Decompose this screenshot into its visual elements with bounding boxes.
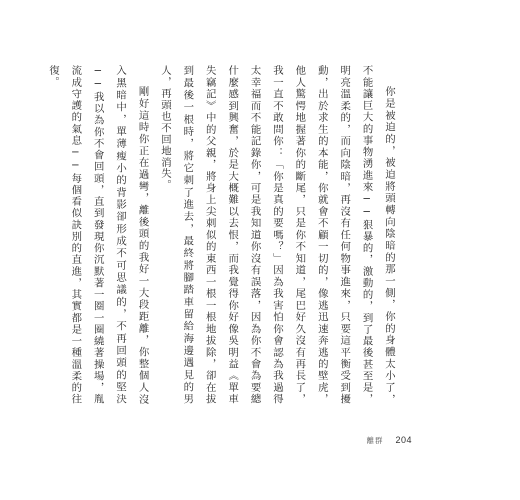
vertical-text-body (46, 65, 400, 405)
paragraph-1: 你是被迫的，被迫將頭轉向陰暗的那一側，你的身體太小了，不能讓巨大的事物湧進來──狠暴的，激動的，到了最後甚至是，明亮溫柔的，而向陰暗，再沒有任何物事進來，只要這平衡受到擾動，出於求生的本能，你就會不顧一切的，像逃迅速奔逃的壁虎，他人驚愕地握著你的斷尾，只是你不知道，尾巴好久沒有再長了，我一直不敢問你：「你是真的要嗎？」因為我害怕你會認為我過得太幸福而不能記錄你，可是我知道你沒有誤落，因為你不會為要總什麼感到興奮，於是大概難以去恨，而我覺得你好像吳明益《單車失竊記》中的父親，將身上尖刺似的東西一根一根地拔除，卻在拔到最後一根時，將它刺了進去，最終將腳踏車留給海邊遇見的男人，再頭也不回地消失。 (158, 65, 395, 405)
paragraph-2: 剛好這時你正在過彎，離後頭的我好一大段距離，你整個人沒入黑暗中，單薄瘦小的背影卻形成不可思議的，不再回頭的堅決──我以為你不會回頭，直到發現你沉默著一圈一圈繞著操場，胤流成守護的氣息──每個看似訣別的直進，其實都是一種溫柔的往復。 (46, 65, 149, 405)
page-number: 204 (395, 435, 412, 445)
page-footer (366, 435, 412, 446)
running-head: 離群 (366, 436, 384, 445)
